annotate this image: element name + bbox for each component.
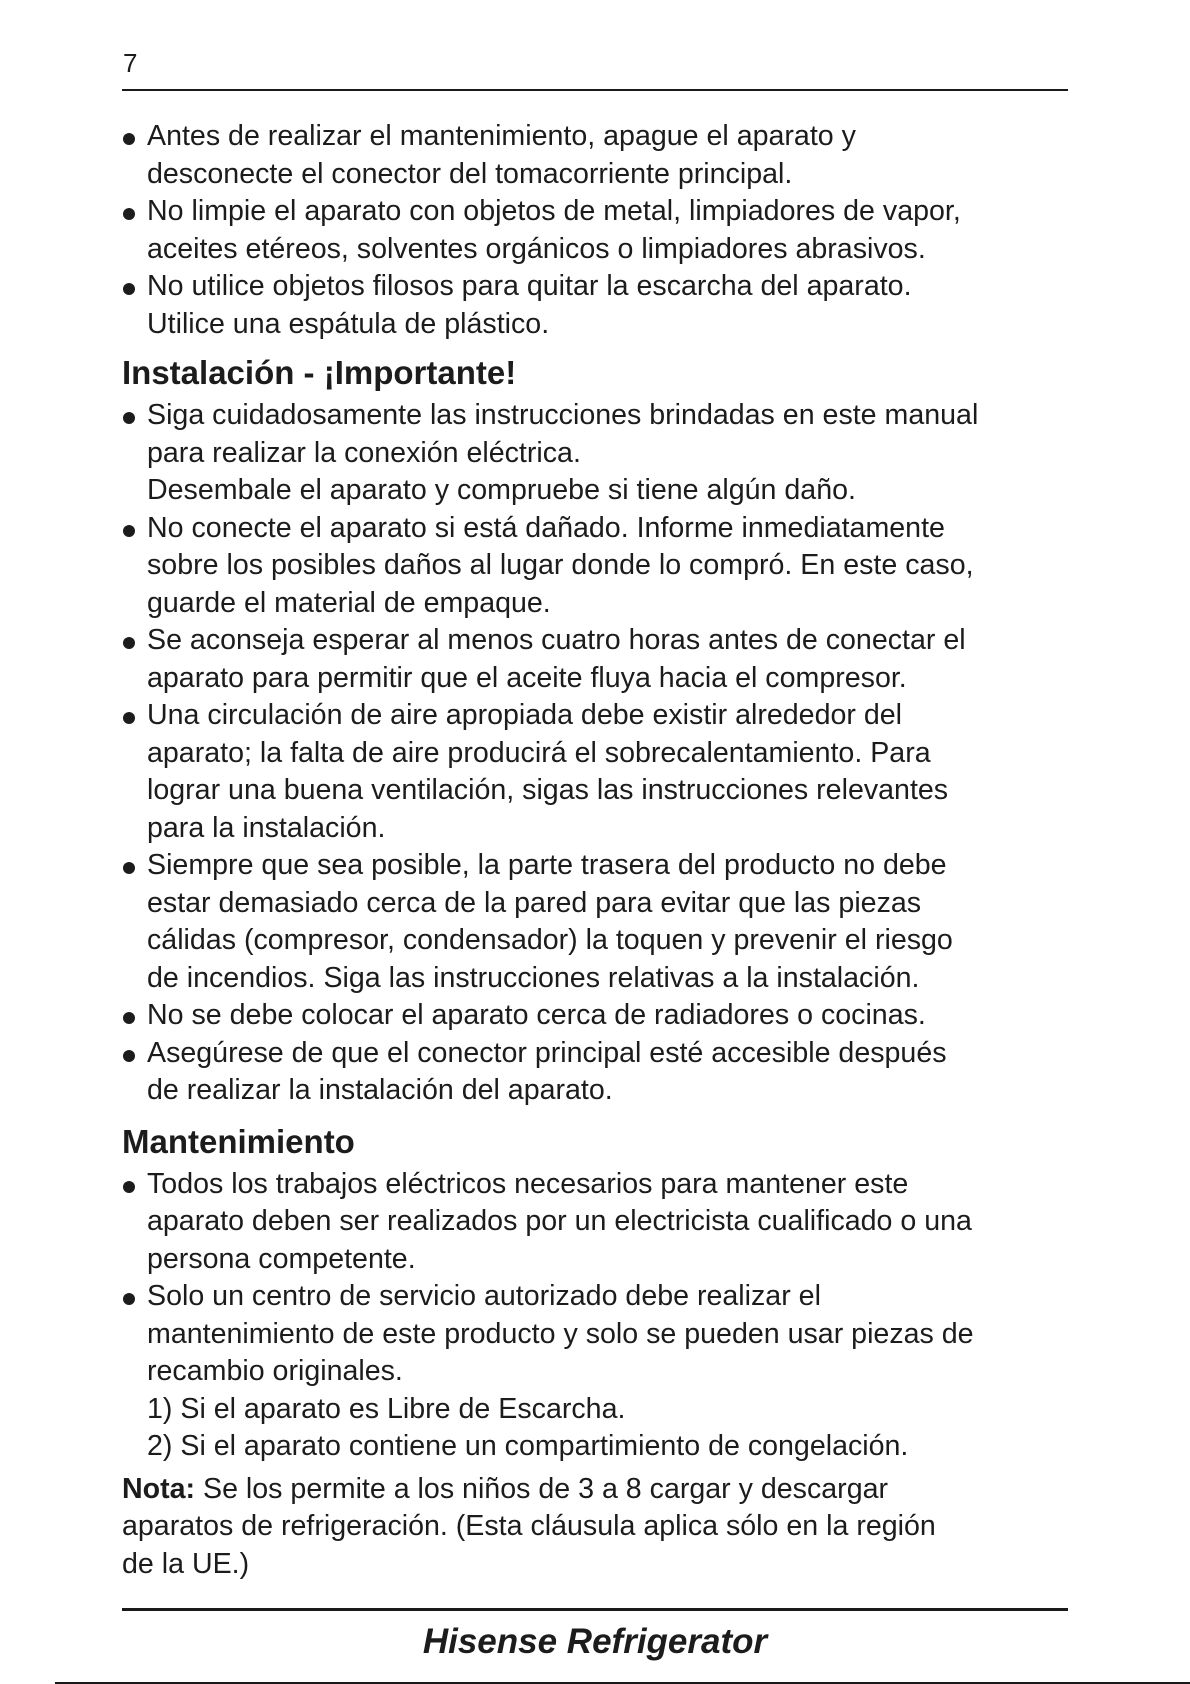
text-line: No conecte el aparato si está dañado. Informe inmediatamente	[147, 511, 945, 544]
text-line: Se aconseja esperar al menos cuatro horas antes de conectar el	[147, 624, 966, 656]
intro-bullet-list	[122, 118, 1082, 343]
text-line: para realizar la conexión eléctrica.	[147, 436, 581, 469]
text-line: Se los permite a los niños de 3 a 8 cargar y descargar	[195, 1472, 889, 1505]
text-line: desconecte el conector del tomacorriente principal.	[147, 157, 793, 190]
text-line: aparato deben ser realizados por un electricista cualificado o una	[147, 1205, 972, 1237]
text-line: persona competente.	[147, 1242, 416, 1275]
footnote-2: 2) Si el aparato contiene un compartimiento de congelación.	[147, 1430, 909, 1462]
text-line: Todos los trabajos eléctricos necesarios para mantener este	[147, 1167, 909, 1200]
text-line: aceites etéreos, solventes orgánicos o limpiadores abrasivos.	[147, 232, 926, 265]
text-line: aparato para permitir que el aceite fluya hacia el compresor.	[147, 661, 907, 694]
brand-footer: Hisense Refrigerator	[422, 1622, 768, 1661]
bullet-item	[122, 268, 1082, 343]
bullet-dot-icon	[123, 1181, 135, 1193]
text-line: estar demasiado cerca de la pared para evitar que las piezas	[147, 886, 922, 919]
bullet-dot-icon	[123, 712, 135, 724]
bullet-dot-icon	[123, 133, 135, 145]
maintenance-heading: Mantenimiento	[122, 1122, 355, 1160]
bullet-item	[122, 697, 1082, 847]
bullet-item	[122, 193, 1082, 268]
text-line: Asegúrese de que el conector principal esté accesible después	[147, 1036, 947, 1069]
text-line: Desembale el aparato y compruebe si tiene algún daño.	[147, 474, 856, 506]
text-line: guarde el material de empaque.	[147, 586, 551, 619]
text-line: recambio originales.	[147, 1355, 403, 1387]
text-line: aparato; la falta de aire producirá el sobrecalentamiento. Para	[147, 736, 931, 769]
bullet-item	[122, 118, 1082, 193]
text-line: Siga cuidadosamente las instrucciones brindadas en este manual	[147, 399, 979, 431]
text-line: para la instalación.	[147, 811, 386, 844]
page-content	[122, 118, 1082, 1583]
text-line: de realizar la instalación del aparato.	[147, 1074, 613, 1106]
header-divider	[122, 89, 1068, 91]
bullet-dot-icon	[123, 1012, 135, 1024]
bullet-item	[122, 1166, 1082, 1279]
note-label: Nota:	[122, 1472, 196, 1505]
bullet-dot-icon	[123, 525, 135, 537]
text-line: de incendios. Siga las instrucciones relativas a la instalación.	[147, 961, 920, 994]
text-line: de la UE.)	[122, 1547, 250, 1580]
bullet-item	[122, 1278, 1082, 1391]
installation-bullet-list	[122, 397, 1082, 1110]
text-line: Antes de realizar el mantenimiento, apague el aparato y	[147, 120, 856, 152]
text-line: No se debe colocar el aparato cerca de radiadores o cocinas.	[147, 999, 926, 1031]
footer-divider	[122, 1608, 1068, 1611]
text-line: No limpie el aparato con objetos de metal, limpiadores de vapor,	[147, 195, 961, 227]
bullet-dot-icon	[123, 637, 135, 649]
bullet-dot-icon	[123, 412, 135, 424]
text-line: sobre los posibles daños al lugar donde lo compró. En este caso,	[147, 549, 974, 581]
bullet-item	[122, 997, 1082, 1035]
bullet-dot-icon	[123, 283, 135, 295]
text-line: Una circulación de aire apropiada debe existir alrededor del	[147, 699, 903, 731]
bullet-item	[122, 1035, 1082, 1110]
text-line: Solo un centro de servicio autorizado debe realizar el	[147, 1280, 821, 1312]
text-line: mantenimiento de este producto y solo se pueden usar piezas de	[147, 1317, 974, 1350]
bullet-item	[122, 847, 1082, 997]
bullet-item	[122, 510, 1082, 623]
bullet-dot-icon	[123, 1293, 135, 1305]
page-number: 7	[123, 48, 138, 78]
text-line: lograr una buena ventilación, sigas las instrucciones relevantes	[147, 774, 949, 806]
text-line: Utilice una espátula de plástico.	[147, 307, 550, 340]
text-line: No utilice objetos filosos para quitar la escarcha del aparato.	[147, 270, 912, 302]
maintenance-bullet-list	[122, 1166, 1082, 1391]
bullet-item	[122, 622, 1082, 697]
installation-heading: Instalación - ¡Importante!	[122, 354, 517, 391]
bullet-dot-icon	[123, 1050, 135, 1062]
footnote-1: 1) Si el aparato es Libre de Escarcha.	[147, 1392, 626, 1425]
text-line: Siempre que sea posible, la parte trasera del producto no debe	[147, 849, 947, 881]
bullet-dot-icon	[123, 862, 135, 874]
bullet-item	[122, 397, 1082, 510]
text-line: aparatos de refrigeración. (Esta cláusula aplica sólo en la región	[122, 1510, 936, 1542]
note-paragraph	[122, 1471, 1082, 1584]
bullet-dot-icon	[123, 208, 135, 220]
text-line: cálidas (compresor, condensador) la toquen y prevenir el riesgo	[147, 924, 953, 956]
